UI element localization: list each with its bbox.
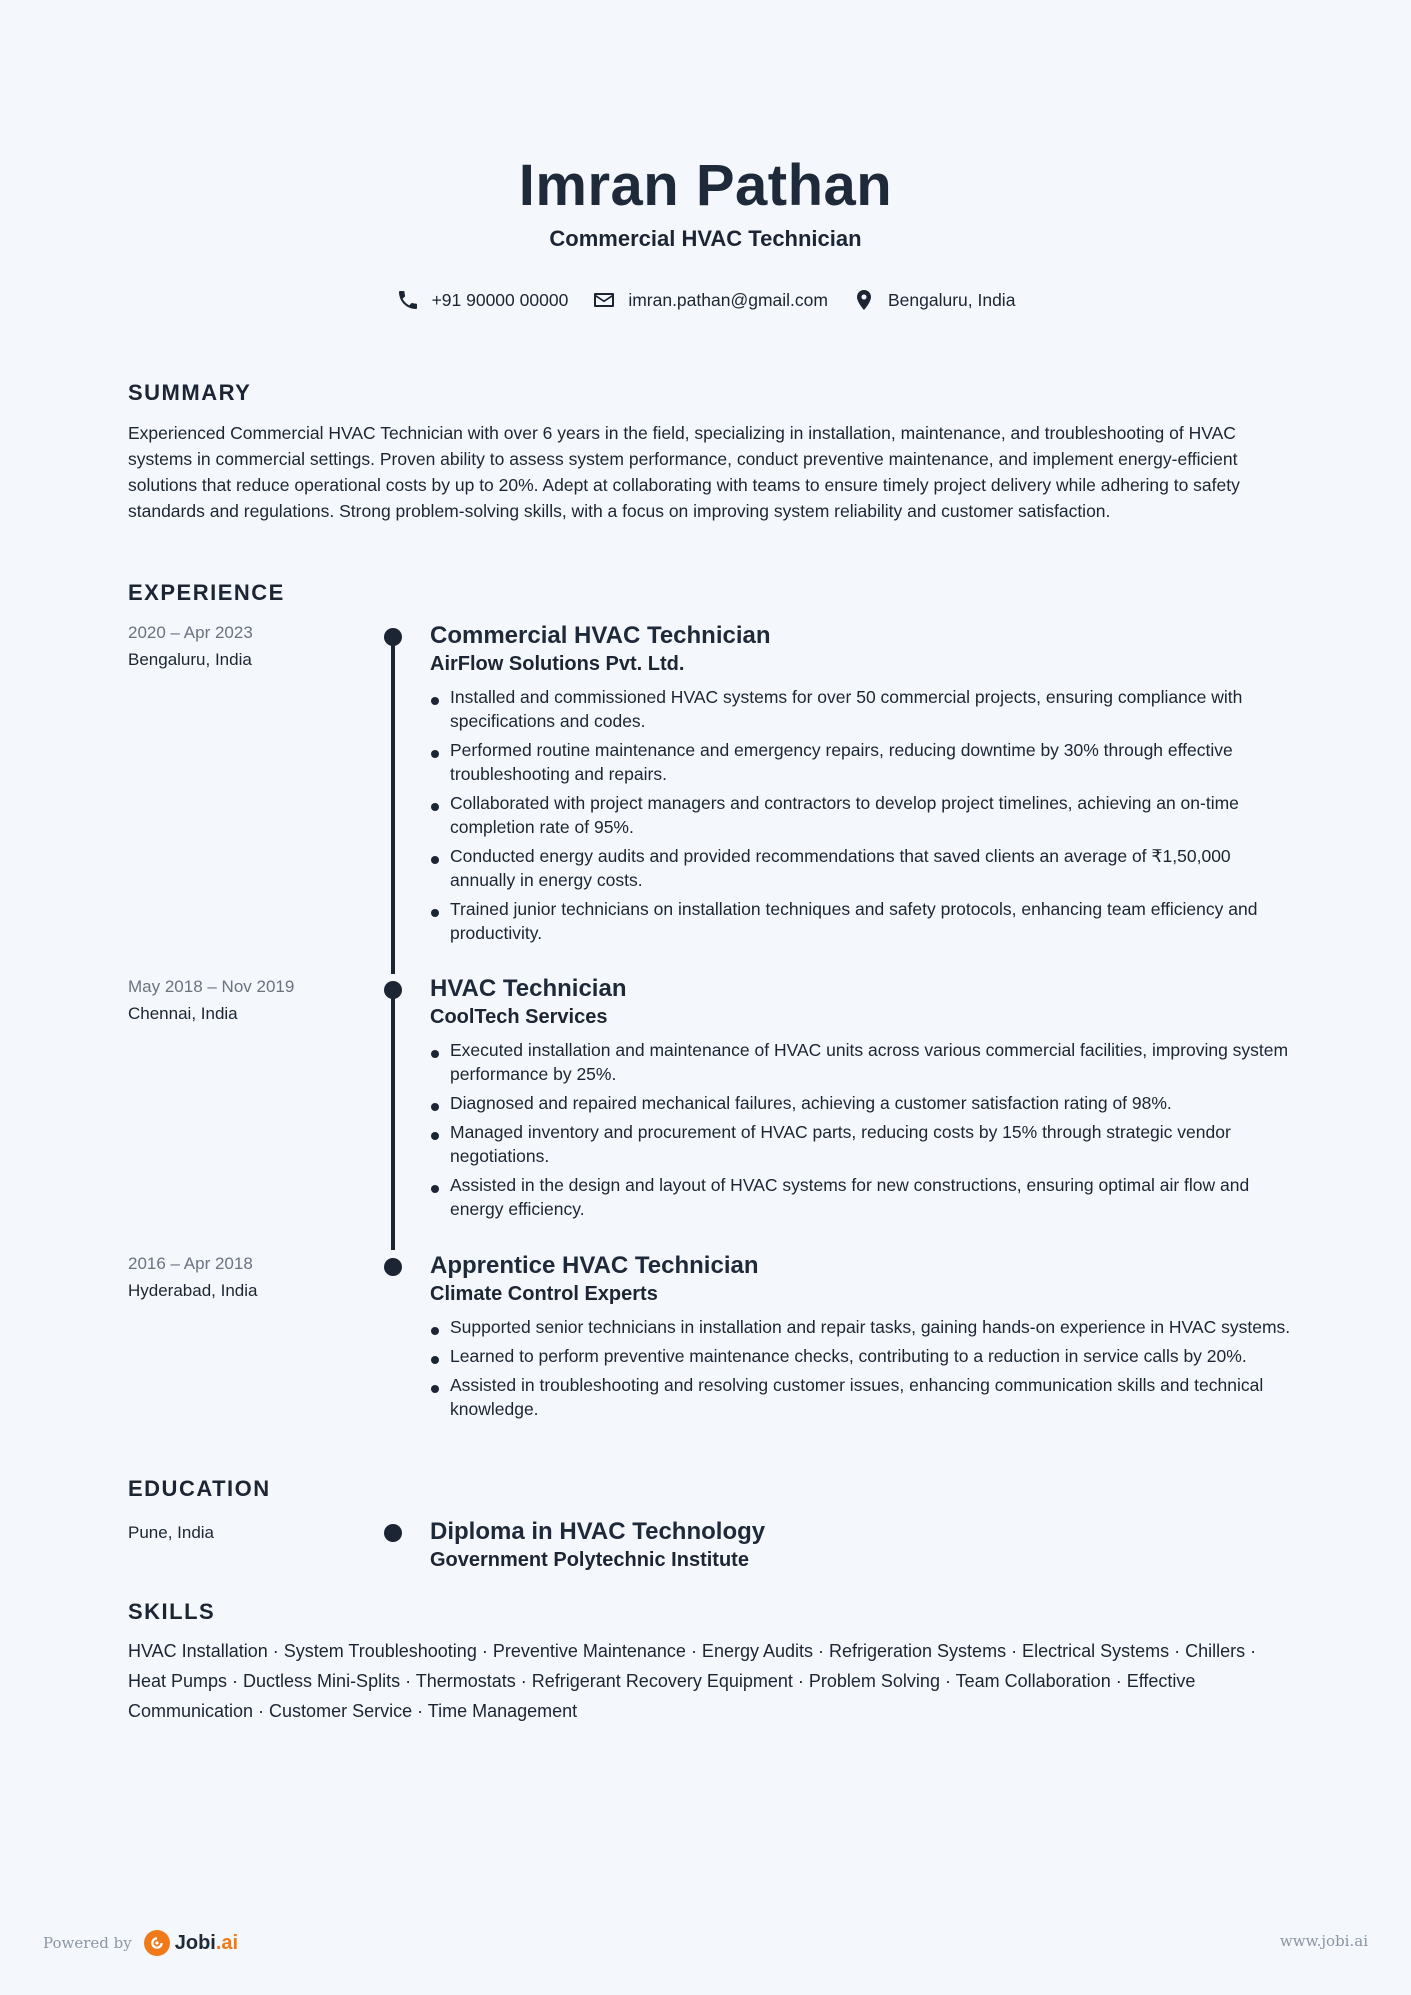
footer-url[interactable]: www.jobi.ai xyxy=(1279,1932,1368,1950)
job-bullet: Diagnosed and repaired mechanical failures, achieving a customer satisfaction rating of 98%. xyxy=(430,1091,1300,1115)
education-entry xyxy=(430,1517,1300,1573)
job-company: CoolTech Services xyxy=(430,1006,608,1028)
candidate-role: Commercial HVAC Technician xyxy=(549,226,862,251)
job-dates: May 2018 – Nov 2019 xyxy=(128,977,295,996)
job-title: Apprentice HVAC Technician xyxy=(430,1252,759,1279)
contact-email[interactable] xyxy=(592,288,828,312)
job-company: Climate Control Experts xyxy=(430,1283,658,1305)
jobi-logo-icon xyxy=(144,1930,170,1956)
job-bullet: Assisted in the design and layout of HVAC systems for new constructions, ensuring optimal air flow and energy efficiency. xyxy=(430,1173,1300,1221)
job-bullet: Assisted in troubleshooting and resolving customer issues, enhancing communication skills and technical knowledge. xyxy=(430,1373,1300,1421)
job-bullet: Conducted energy audits and provided recommendations that saved clients an average of ₹1,50,000 annually in energy costs. xyxy=(430,844,1300,892)
job-bullet: Supported senior technicians in installation and repair tasks, gaining hands-on experience in HVAC systems. xyxy=(430,1315,1300,1339)
timeline-dot xyxy=(384,1524,402,1542)
job-company: AirFlow Solutions Pvt. Ltd. xyxy=(430,653,685,675)
job-meta xyxy=(128,1250,257,1304)
job-bullet: Collaborated with project managers and contractors to develop project timelines, achieving an on-time completion rate of 95%. xyxy=(430,791,1300,839)
job-bullet: Learned to perform preventive maintenance checks, contributing to a reduction in service calls by 20%. xyxy=(430,1344,1300,1368)
brand-suffix: .ai xyxy=(215,1931,239,1954)
job-bullet: Performed routine maintenance and emergency repairs, reducing downtime by 30% through effective troubleshooting and repairs. xyxy=(430,738,1300,786)
job-location: Bengaluru, India xyxy=(128,650,252,669)
job-dates: 2020 – Apr 2023 xyxy=(128,623,253,642)
job-location: Hyderabad, India xyxy=(128,1281,258,1300)
candidate-name: Imran Pathan xyxy=(518,153,893,218)
phone-icon xyxy=(396,288,420,312)
contact-phone[interactable] xyxy=(396,288,569,312)
brand-main: Jobi xyxy=(174,1931,216,1954)
timeline-dot xyxy=(384,981,402,999)
jobi-logo[interactable] xyxy=(144,1930,238,1956)
job-bullet: Executed installation and maintenance of HVAC units across various commercial facilities, improving system performance by 25%. xyxy=(430,1038,1300,1086)
job-entry xyxy=(430,621,1300,950)
education-degree: Diploma in HVAC Technology xyxy=(430,1518,766,1545)
resume-header xyxy=(0,150,1411,252)
location-text: Bengaluru, India xyxy=(887,289,1016,310)
job-title: Commercial HVAC Technician xyxy=(430,622,771,649)
education-institution: Government Polytechnic Institute xyxy=(430,1549,749,1571)
timeline-line xyxy=(391,990,395,1250)
email-icon xyxy=(592,288,616,312)
job-bullets xyxy=(430,1315,1300,1421)
summary-text: Experienced Commercial HVAC Technician with over 6 years in the field, specializing in installation, maintenance, and troubleshooting of HVAC systems in commercial settings. Proven ability to assess system performance, conduct preventive maintenance, and implement energy-efficient solutions that reduce operational costs by up to 20%. Adept at collaborating with teams to ensure timely project delivery while adhering to safety standards and regulations. Strong problem-solving skills, with a focus on improving system reliability and customer satisfaction. xyxy=(128,423,1240,521)
timeline-dot xyxy=(384,628,402,646)
phone-text: +91 90000 00000 xyxy=(431,289,569,310)
job-entry xyxy=(430,1251,1300,1426)
timeline-line xyxy=(391,637,395,974)
contact-bar xyxy=(0,288,1411,312)
education-meta xyxy=(128,1519,214,1546)
experience-heading: EXPERIENCE xyxy=(128,580,285,605)
timeline-dot xyxy=(384,1258,402,1276)
job-location: Chennai, India xyxy=(128,1004,238,1023)
education-location: Pune, India xyxy=(128,1523,215,1542)
powered-by-text: Powered by xyxy=(43,1934,132,1952)
email-text: imran.pathan@gmail.com xyxy=(628,289,828,310)
job-meta xyxy=(128,973,294,1027)
jobi-logo-text xyxy=(175,1932,238,1955)
job-entry xyxy=(430,974,1300,1226)
education-heading: EDUCATION xyxy=(128,1476,271,1501)
location-pin-icon xyxy=(852,288,876,312)
skills-list: HVAC Installation · System Troubleshooting · Preventive Maintenance · Energy Audits · Refrigeration Systems · Electrical Systems · Chillers · Heat Pumps · Ductless Mini-Splits · Thermostats · Refrigerant Recovery Equipment · Problem Solving · Team Collaboration · Effective Communication · Customer Service · Time Management xyxy=(128,1641,1257,1721)
summary-heading: SUMMARY xyxy=(128,380,252,405)
contact-location xyxy=(852,288,1015,312)
footer-branding xyxy=(43,1930,238,1956)
job-dates: 2016 – Apr 2018 xyxy=(128,1254,253,1273)
job-bullet: Installed and commissioned HVAC systems for over 50 commercial projects, ensuring compliance with specifications and codes. xyxy=(430,685,1300,733)
job-meta xyxy=(128,619,253,673)
job-bullets xyxy=(430,1038,1300,1221)
job-bullets xyxy=(430,685,1300,945)
job-title: HVAC Technician xyxy=(430,975,627,1002)
skills-heading: SKILLS xyxy=(128,1599,216,1624)
job-bullet: Trained junior technicians on installation techniques and safety protocols, enhancing team efficiency and productivity. xyxy=(430,897,1300,945)
job-bullet: Managed inventory and procurement of HVAC parts, reducing costs by 15% through strategic vendor negotiations. xyxy=(430,1120,1300,1168)
